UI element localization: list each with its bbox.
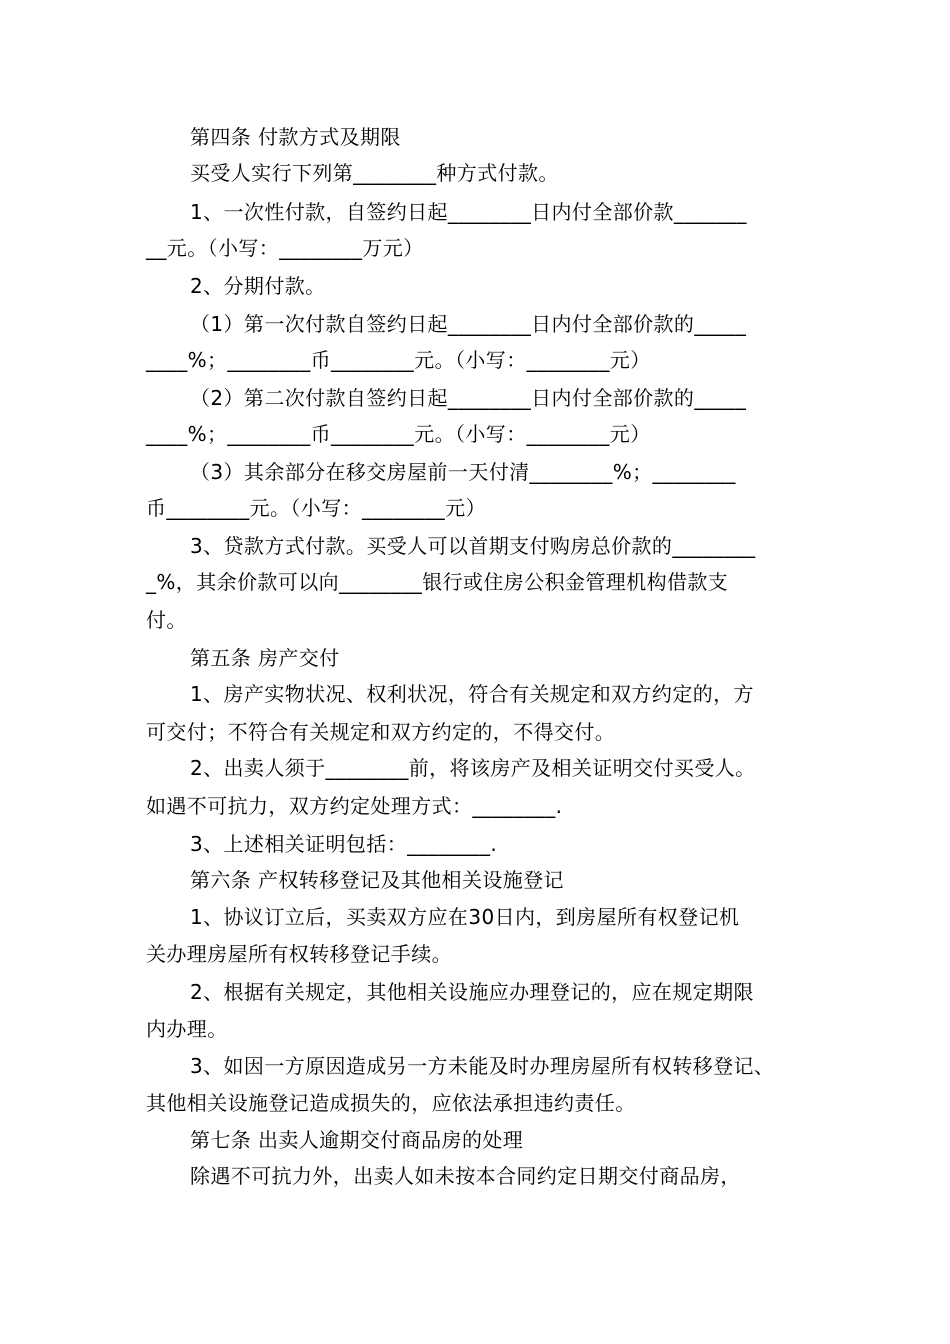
text-line: _%，其余价款可以向________银行或住房公积金管理机构借款支: [146, 570, 729, 594]
text-line: ____%；________币________元。（小写：________元）: [146, 422, 651, 446]
text-line: 如遇不可抗力，双方约定处理方式：________.: [146, 794, 563, 818]
text-line: 币________元。（小写：________元）: [146, 496, 486, 520]
text-line: ____%；________币________元。（小写：________元）: [146, 348, 651, 372]
article-4-heading: 第四条 付款方式及期限: [190, 125, 401, 149]
text-line: 1、协议订立后，买卖双方应在30日内，到房屋所有权登记机: [190, 905, 740, 929]
article-5-heading: 第五条 房产交付: [190, 646, 340, 670]
text-line: 3、贷款方式付款。买受人可以首期支付购房总价款的________: [190, 534, 756, 558]
text-line: 关办理房屋所有权转移登记手续。: [146, 942, 452, 966]
text-line: 付。: [146, 608, 187, 632]
text-line: 3、如因一方原因造成另一方未能及时办理房屋所有权转移登记、: [190, 1054, 775, 1078]
text-line: 2、出卖人须于________前，将该房产及相关证明交付买受人。: [190, 756, 756, 780]
text-line: （1）第一次付款自签约日起________日内付全部价款的_____: [190, 312, 747, 336]
text-line: 1、房产实物状况、权利状况，符合有关规定和双方约定的，方: [190, 682, 754, 706]
text-line: 1、一次性付款，自签约日起________日内付全部价款_______: [190, 200, 747, 224]
text-line: 可交付；不符合有关规定和双方约定的，不得交付。: [146, 720, 616, 744]
text-line: __元。（小写：________万元）: [146, 236, 424, 260]
text-line: 买受人实行下列第________种方式付款。: [190, 161, 559, 185]
text-line: （2）第二次付款自签约日起________日内付全部价款的_____: [190, 386, 747, 410]
text-line: 2、分期付款。: [190, 274, 326, 298]
text-line: （3）其余部分在移交房屋前一天付清________%；________: [190, 460, 736, 484]
text-line: 除遇不可抗力外，出卖人如未按本合同约定日期交付商品房，: [190, 1164, 741, 1188]
article-7-heading: 第七条 出卖人逾期交付商品房的处理: [190, 1128, 524, 1152]
text-line: 内办理。: [146, 1017, 228, 1041]
text-line: 3、上述相关证明包括：________.: [190, 832, 498, 856]
text-line: 2、根据有关规定，其他相关设施应办理登记的，应在规定期限: [190, 980, 754, 1004]
text-line: 其他相关设施登记造成损失的，应依法承担违约责任。: [146, 1091, 636, 1115]
article-6-heading: 第六条 产权转移登记及其他相关设施登记: [190, 868, 564, 892]
